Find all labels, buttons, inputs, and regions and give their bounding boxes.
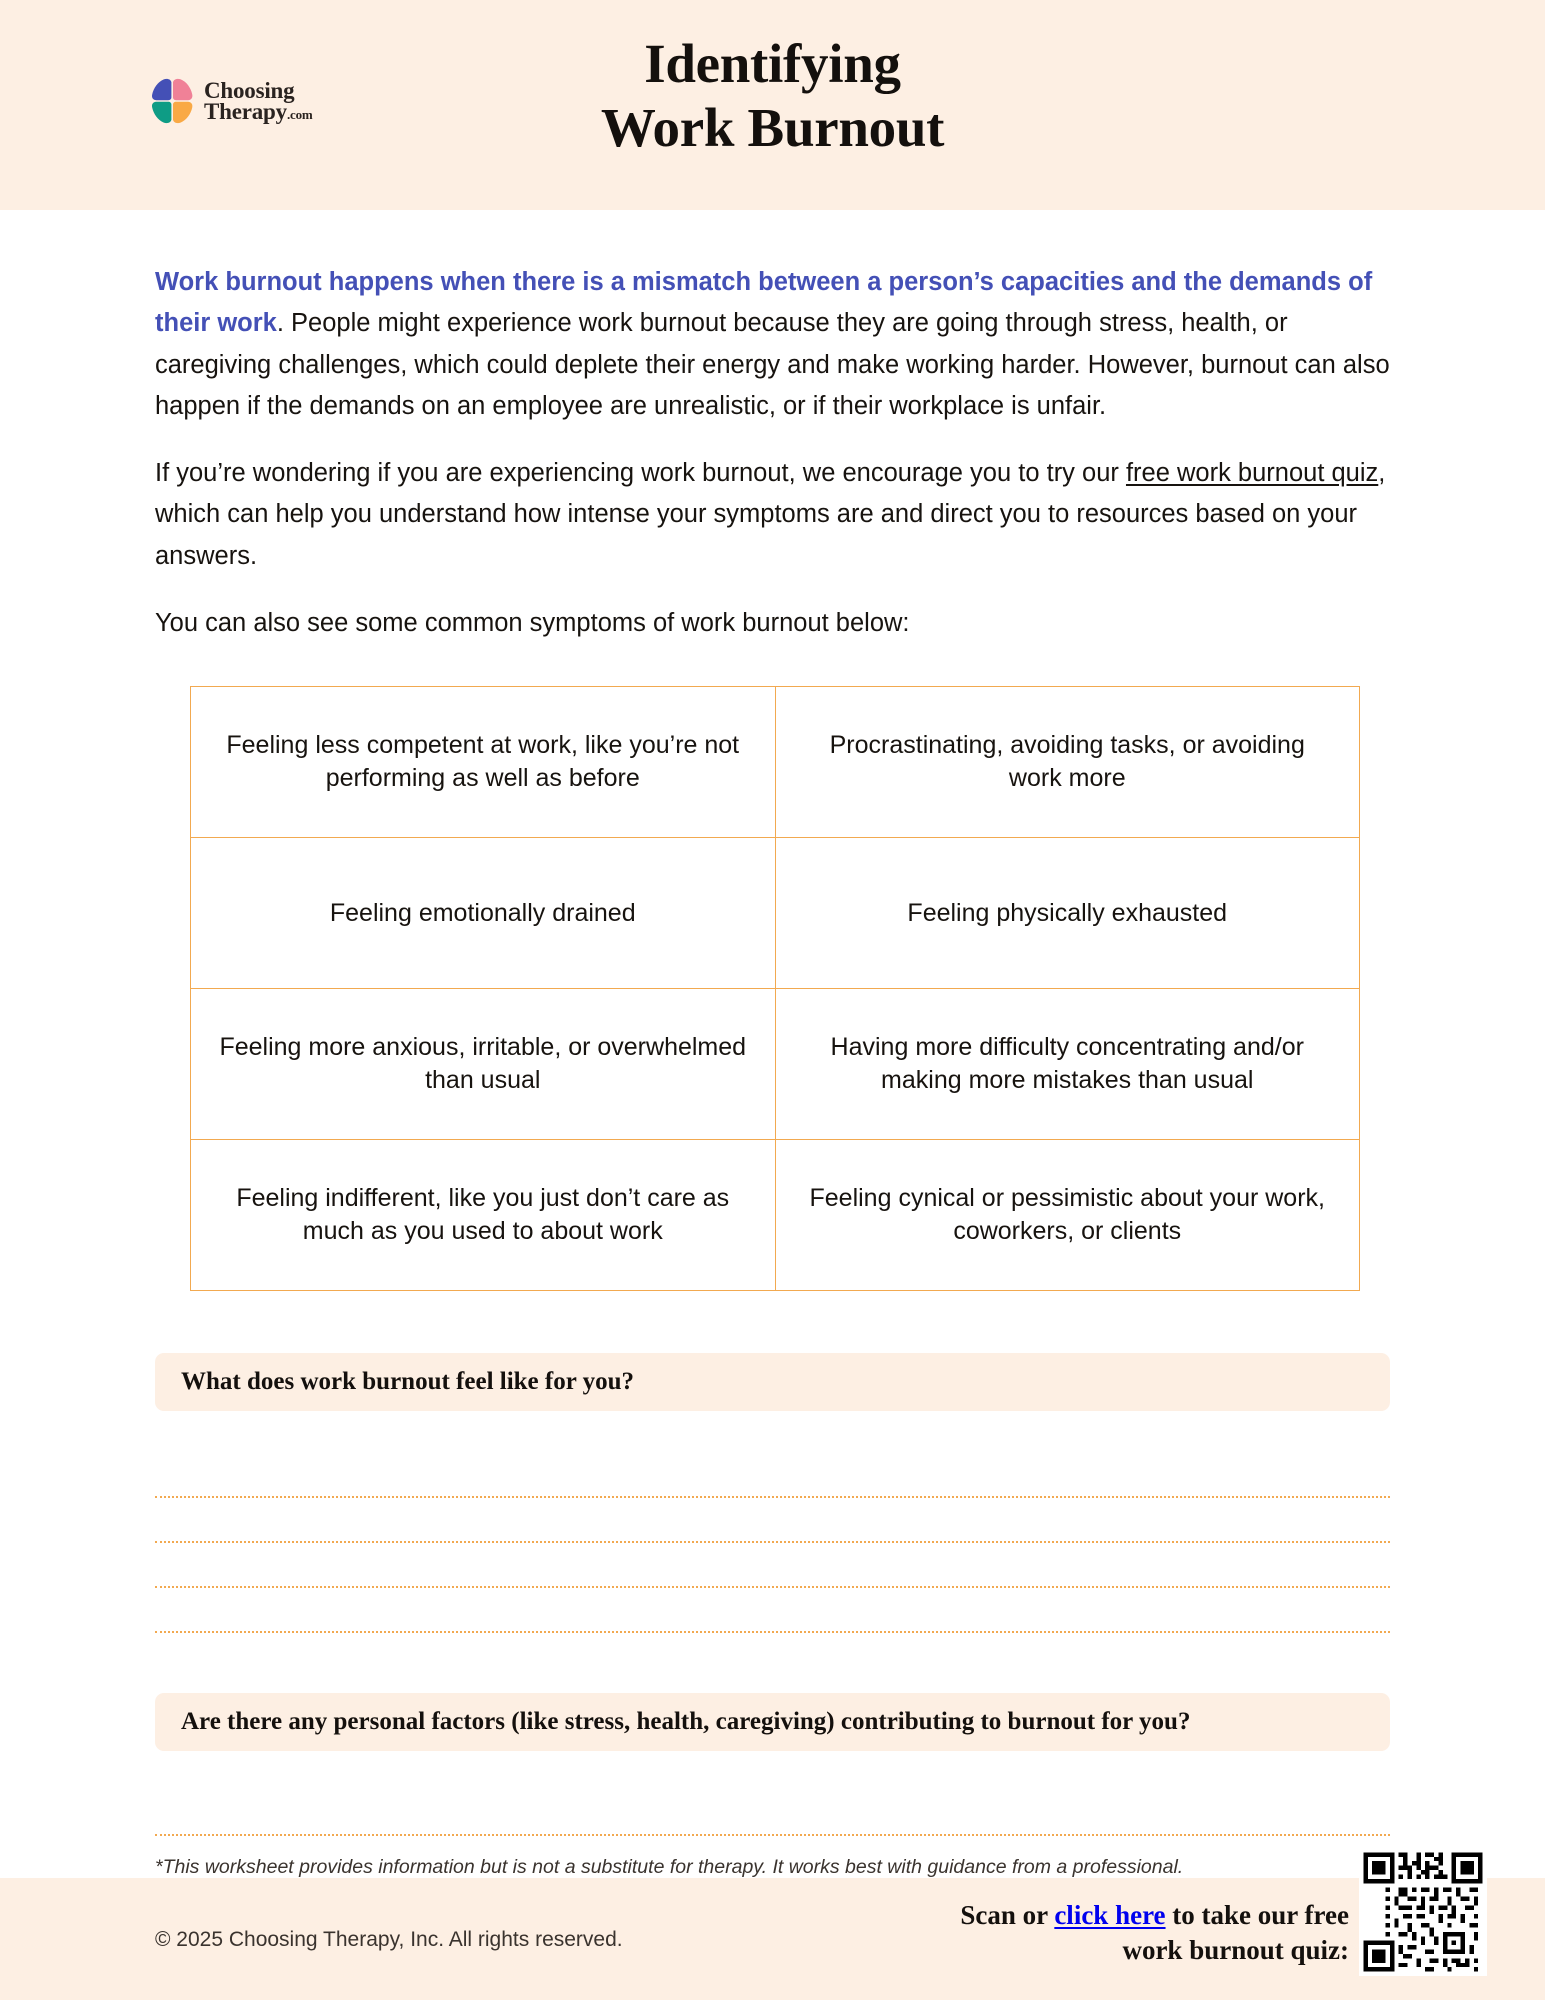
symptom-cell: Procrastinating, avoiding tasks, or avoiding work more	[775, 687, 1360, 838]
symptom-cell: Feeling emotionally drained	[191, 838, 776, 989]
symptom-cell: Feeling indifferent, like you just don’t care as much as you used to about work	[191, 1140, 776, 1291]
write-line[interactable]	[155, 1791, 1390, 1836]
intro-paragraph-2-after: , which can help you understand how intense your symptoms are and direct you to resources based on your answers.	[155, 459, 1386, 570]
logo-text-dotcom: .com	[286, 107, 313, 122]
table-row	[191, 687, 1360, 838]
logo-text-line2: Therapy	[204, 99, 287, 124]
intro-paragraph-1-rest: . People might experience work burnout because they are going through stress, health, or caregiving challenges, which could deplete their energy and make working harder. However, burnout can also happen if the demands on an employee are unrealistic, or if their workplace is unfair.	[155, 309, 1390, 420]
symptom-cell: Having more difficulty concentrating and/or making more mistakes than usual	[775, 989, 1360, 1140]
page-title-line1: Identifying	[644, 33, 901, 94]
scan-cta	[960, 1898, 1349, 1968]
intro-paragraph-3: You can also see some common symptoms of work burnout below:	[155, 609, 910, 638]
copyright-text: © 2025 Choosing Therapy, Inc. All rights reserved.	[155, 1928, 623, 1951]
scan-cta-after: to take our free	[1165, 1899, 1349, 1930]
free-work-burnout-quiz-link[interactable]: free work burnout quiz	[1125, 459, 1379, 488]
intro-paragraph-1	[155, 210, 1390, 427]
scan-cta-line1	[960, 1898, 1349, 1933]
prompt-question-2: Are there any personal factors (like stress, health, caregiving) contributing to burnout for you?	[181, 1708, 1191, 1736]
symptom-cell: Feeling physically exhausted	[775, 838, 1360, 989]
page-title	[0, 32, 1545, 160]
disclaimer-text: *This worksheet provides information but is not a substitute for therapy. It works best with guidance from a professional.	[155, 1856, 1184, 1878]
symptoms-table	[190, 686, 1360, 1291]
prompt-box-1	[155, 1353, 1390, 1411]
prompt-box-2	[155, 1693, 1390, 1751]
symptom-cell: Feeling cynical or pessimistic about your work, coworkers, or clients	[775, 1140, 1360, 1291]
answer-lines-1[interactable]	[155, 1411, 1390, 1633]
page-title-line2: Work Burnout	[600, 96, 945, 158]
intro-paragraph-2-before: If you’re wondering if you are experiencing work burnout, we encourage you to try our	[155, 459, 1126, 488]
write-line[interactable]	[155, 1498, 1390, 1543]
scan-cta-line2: work burnout quiz:	[1122, 1934, 1349, 1965]
write-line[interactable]	[155, 1453, 1390, 1498]
scan-cta-before: Scan or	[960, 1899, 1055, 1930]
table-row	[191, 1140, 1360, 1291]
symptom-cell: Feeling more anxious, irritable, or overwhelmed than usual	[191, 989, 776, 1140]
intro-lead-bold: Work burnout happens when there is a mismatch between a person’s capacities and the demands of their work	[155, 268, 1373, 338]
logo-text-line1: Choosing	[204, 77, 295, 103]
symptom-cell: Feeling less competent at work, like you’re not performing as well as before	[191, 687, 776, 838]
qr-code[interactable]	[1359, 1848, 1487, 1976]
worksheet-content	[0, 210, 1545, 1926]
table-row	[191, 989, 1360, 1140]
intro-paragraph-2	[155, 427, 1390, 577]
prompt-question-1: What does work burnout feel like for you?	[181, 1368, 635, 1396]
write-line[interactable]	[155, 1543, 1390, 1588]
table-row	[191, 838, 1360, 989]
write-line[interactable]	[155, 1588, 1390, 1633]
click-here-link[interactable]: click here	[1054, 1899, 1166, 1930]
